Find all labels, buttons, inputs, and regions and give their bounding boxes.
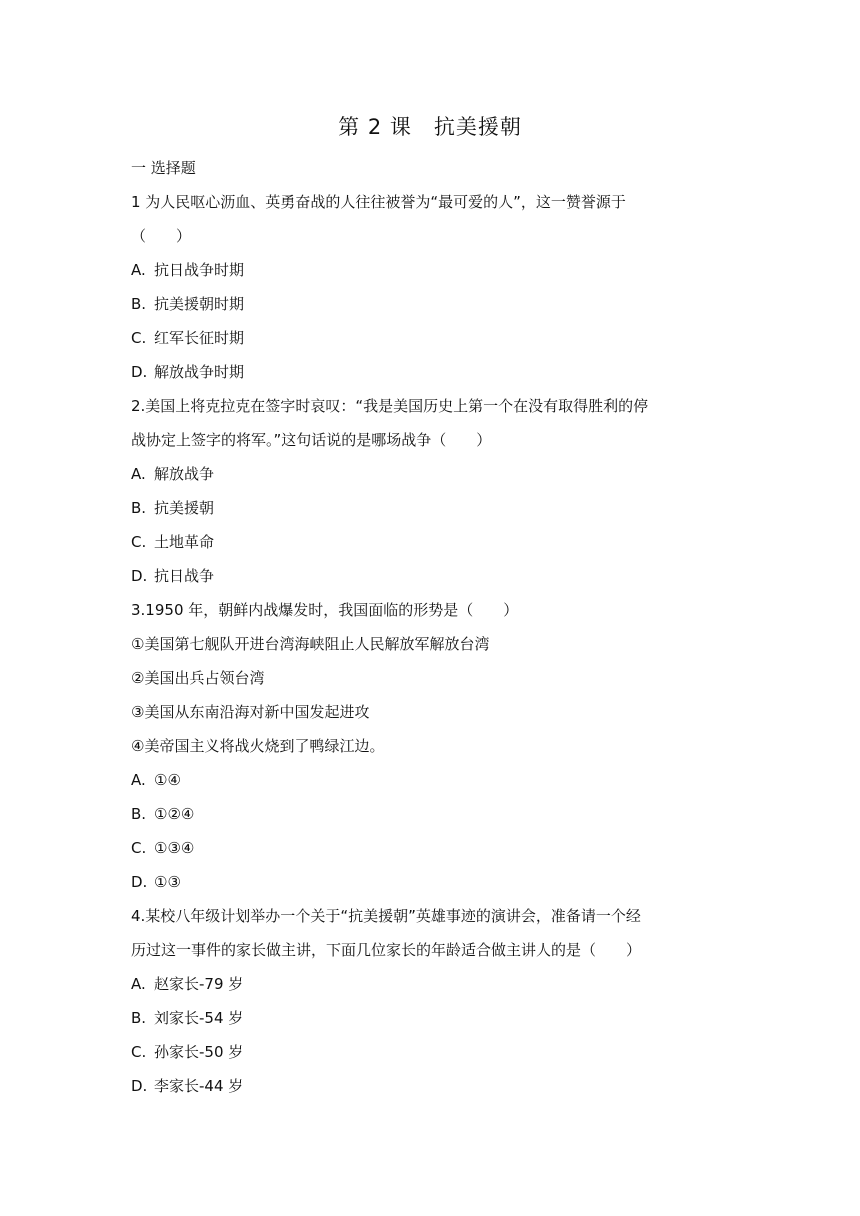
option-text: 李家长-44 岁 [154,1077,244,1095]
question-stem-line: 2.美国上将克拉克在签字时哀叹：“我是美国历史上第一个在没有取得胜利的停 [131,397,649,415]
option-letter: B. [131,295,147,313]
option-c [131,321,731,355]
option-text: 解放战争 [154,465,215,483]
option-letter: D. [131,567,148,585]
option-letter: C. [131,329,147,347]
option-b [131,797,731,831]
option-text: 孙家长-50 岁 [154,1043,244,1061]
statement-3: ③美国从东南沿海对新中国发起进攻 [131,703,370,721]
option-text: ①③ [154,873,181,891]
option-letter: C. [131,839,147,857]
option-text: 抗日战争时期 [154,261,245,279]
option-b [131,287,731,321]
question-stem-line: 1 为人民呕心沥血、英勇奋战的人往往被誉为“最可爱的人”，这一赞誉源于 [131,193,626,211]
question-list [131,151,731,1103]
option-text: 土地革命 [154,533,215,551]
option-text: 解放战争时期 [154,363,245,381]
option-letter: D. [131,1077,148,1095]
statement-2: ②美国出兵占领台湾 [131,669,265,687]
option-text: ①④ [154,771,181,789]
question-4 [131,899,731,1103]
option-c [131,1035,731,1069]
option-d [131,1069,731,1103]
option-letter: D. [131,363,148,381]
question-stem-line: 4.某校八年级计划举办一个关于“抗美援朝”英雄事迹的演讲会，准备请一个经 [131,907,641,925]
question-stem-line: 战协定上签字的将军。”这句话说的是哪场战争（ ） [131,431,492,449]
option-text: ①③④ [154,839,195,857]
option-a [131,763,731,797]
option-letter: A. [131,771,146,789]
statement-4: ④美帝国主义将战火烧到了鸭绿江边。 [131,737,385,755]
option-letter: B. [131,1009,147,1027]
option-letter: A. [131,975,146,993]
option-text: 赵家长-79 岁 [154,975,244,993]
option-letter: A. [131,261,146,279]
page-title: 第 2 课 抗美援朝 [338,115,522,139]
option-text: ①②④ [154,805,195,823]
option-letter: B. [131,499,147,517]
option-text: 抗日战争 [154,567,215,585]
option-b [131,1001,731,1035]
question-stem-line: 历过这一事件的家长做主讲，下面几位家长的年龄适合做主讲人的是（ ） [131,941,642,959]
option-b [131,491,731,525]
option-d [131,559,731,593]
question-2 [131,389,731,593]
option-letter: B. [131,805,147,823]
statement-1: ①美国第七舰队开进台湾海峡阻止人民解放军解放台湾 [131,635,490,653]
option-d [131,865,731,899]
option-c [131,831,731,865]
question-stem-line: （ ） [131,227,192,245]
option-text: 抗美援朝时期 [154,295,245,313]
option-a [131,253,731,287]
question-1 [131,185,731,389]
option-a [131,457,731,491]
option-text: 刘家长-54 岁 [154,1009,244,1027]
option-letter: D. [131,873,148,891]
option-letter: A. [131,465,146,483]
section-heading: 一 选择题 [131,159,196,177]
option-text: 红军长征时期 [154,329,245,347]
question-stem-line: 3.1950 年，朝鲜内战爆发时，我国面临的形势是（ ） [131,601,519,619]
option-text: 抗美援朝 [154,499,215,517]
option-letter: C. [131,1043,147,1061]
option-c [131,525,731,559]
option-letter: C. [131,533,147,551]
question-3 [131,593,731,899]
option-d [131,355,731,389]
option-a [131,967,731,1001]
